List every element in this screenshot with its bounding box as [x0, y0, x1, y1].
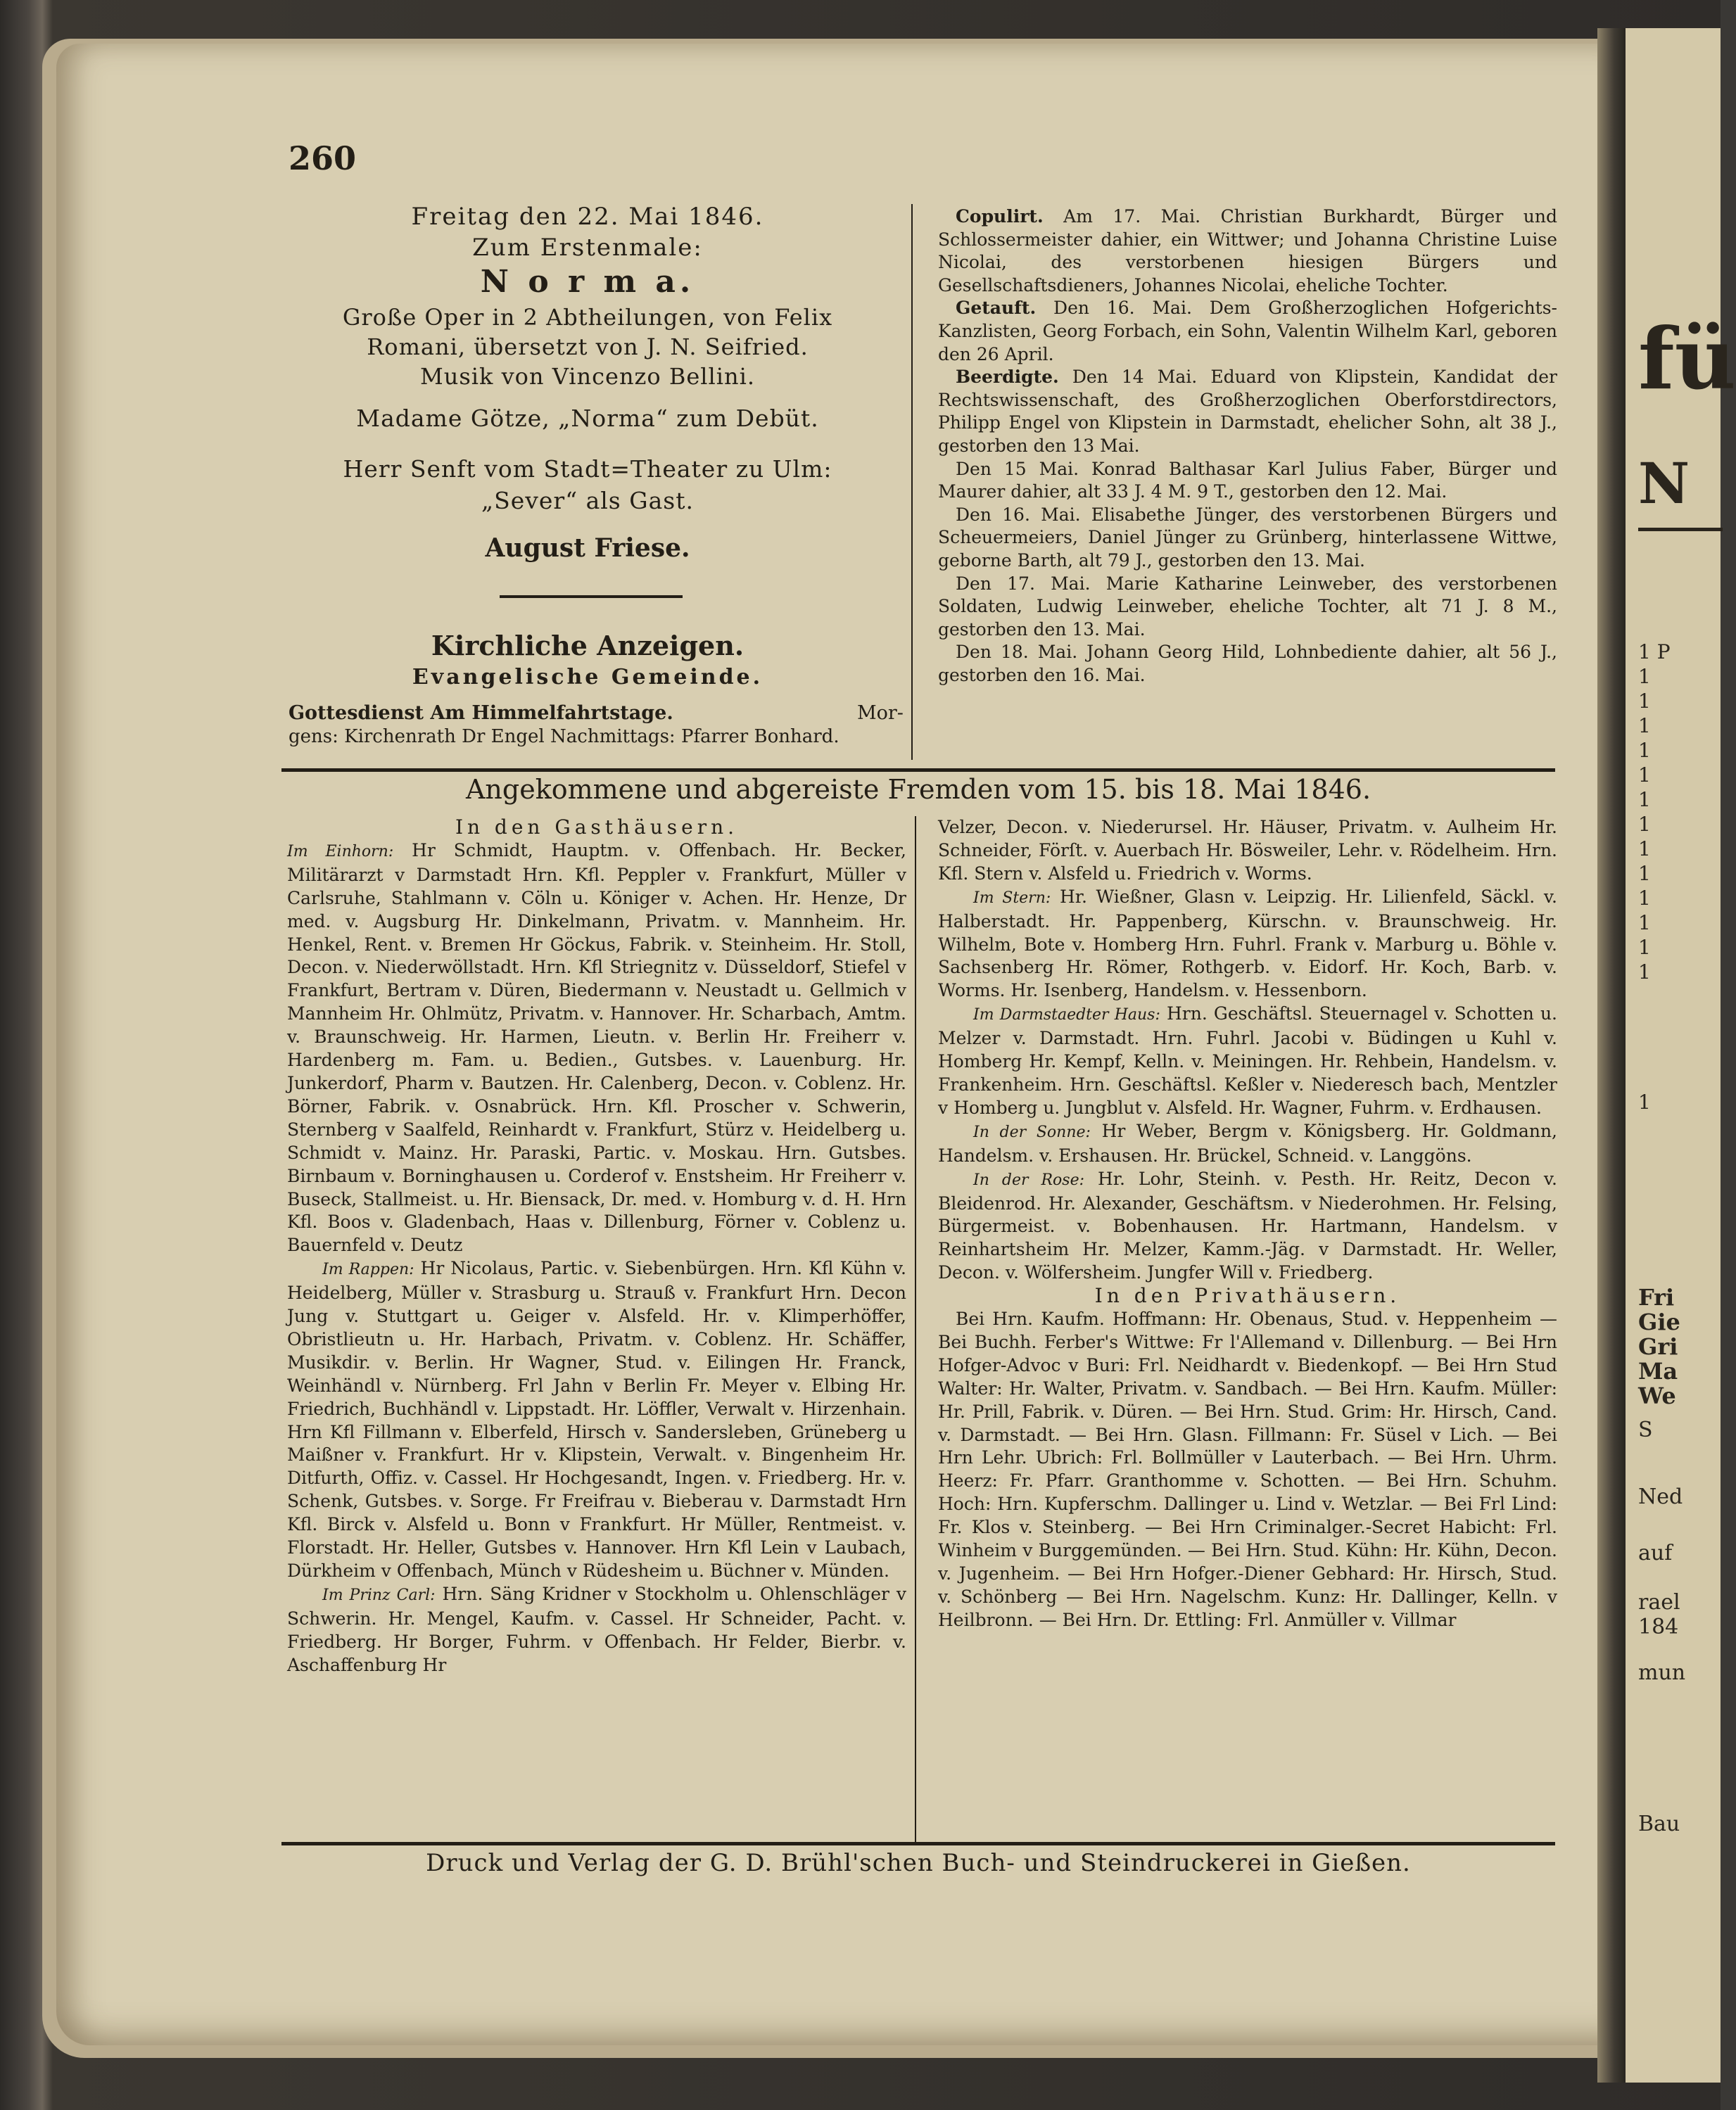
copulation-entry: [938, 205, 1557, 297]
private-houses-guests: Bei Hrn. Kaufm. Hoffmann: Hr. Obenaus, Stud. v. Heppenheim — Bei Buchh. Ferber's Wittwe: Fr l'Allemand v. Dillenburg. — Bei Hrn Hofger-Advoc v Buri: Frl. Neidhardt v. Biedenkopf. — Bei Hrn Stud Walter: Hr. Walter, Privatm. v. Sandbach. — Bei Hrn. Kaufm. Müller: Hr. Prill, Fabrik. v. Düren. — Bei Hrn. Stud. Grim: Hr. Hirsch, Cand. v. Darmstadt. — Bei Hrn. Glasn. Fillmann: Fr. Süsel v Lich. — Bei Hrn Lehr. Ubrich: Frl. Bollmüller v Lauterbach. — Bei Hrn. Uhrm. Heerz: Fr. Pfarr. Granthomme v. Schotten. — Bei Hrn. Schuhm. Hoch: Hrn. Kupferschm. Dallinger u. Lind v. Wetzlar. — Bei Frl Lind: Fr. Klos v. Steinberg. — Bei Hrn Criminalger.-Secret Habicht: Frl. Winheim v Burggemünden. — Bei Hrn. Stud. Kühn: Hr. Kühn, Decon. v. Jugenheim. — Bei Hrn Hofger.-Diener Gebhard: Hr. Hirsch, Stud. v. Schönberg — Bei Hrn. Nagelschm. Kunz: Hr. Dallinger, Kelln. v Heilbronn. — Bei Hrn. Dr. Ettling: Frl. Anmüller v. Villmar: [938, 1309, 1557, 1630]
facing-digit: 1: [1638, 763, 1651, 787]
arrivals-heading: Angekommene und abgereiste Fremden vom 15. bis 18. Mai 1846.: [465, 774, 1371, 805]
facing-bottom-line: mun: [1638, 1660, 1686, 1685]
inn-guests: Hrn. Geschäftsl. Steuernagel v. Schotten u. Melzer v. Darmstadt. Hrn. Fuhrl. Jacobi v. Büdingen u Kuhl v. Homberg Hr. Kempf, Kelln. v. Meiningen. Hr. Rehbein, Handelsm. v. Frankenheim. Hrn. Geschäftsl. Keßler v. Niederesch bach, Mentzler v Homberg u. Jungblut v. Alsfeld. Hr. Wagner, Fuhrm. v. Erdhausen.: [938, 1003, 1557, 1118]
inns-heading: In den Gasthäusern.: [455, 815, 739, 839]
inn-label: Im Darmstaedter Haus:: [973, 1006, 1160, 1024]
burial-entry: [938, 504, 1557, 573]
inn-label: Im Rappen:: [322, 1261, 414, 1279]
facing-bottom-line: Ned: [1638, 1485, 1683, 1509]
imprint-footer: Druck und Verlag der G. D. Brühl'schen Buch- und Steindruckerei in Gießen.: [426, 1849, 1411, 1877]
facing-bottom-line: 184: [1638, 1615, 1679, 1639]
facing-digit: 1: [1638, 936, 1651, 959]
burial-text: Den 16. Mai. Elisabethe Jünger, des verstorbenen Bürgers und Scheuermeiers, Daniel Jünger zu Grünberg, hinterlassene Wittwe, geborne Barth, alt 79 J., gestorben den 13. Mai.: [938, 504, 1557, 571]
facing-rule: [1638, 528, 1723, 531]
facing-bottom-line: S: [1638, 1418, 1653, 1442]
facing-digit: 1 P: [1638, 640, 1671, 663]
service-line2: gens: Kirchenrath Dr Engel Nachmittags: Pfarrer Bonhard.: [289, 726, 840, 747]
inn-guests: Hr Weber, Bergm v. Königsberg. Hr. Goldmann, Handelsm. v. Ershausen. Hr. Brückel, Schneid. v. Langgöns.: [938, 1120, 1557, 1166]
inn-entry: [287, 839, 906, 1257]
facing-bottom-line: Bau: [1638, 1812, 1680, 1836]
facing-subtitle-fragment: N: [1638, 450, 1690, 516]
inn-entry: [938, 886, 1557, 1003]
burial-text: Den 15 Mai. Konrad Balthasar Karl Julius Faber, Bürger und Maurer dahier, alt 33 J. 4 M. 9 T., gestorben den 12. Mai.: [938, 458, 1557, 502]
inn-guests: Velzer, Decon. v. Niederursel. Hr. Häuser, Privatm. v. Aulheim Hr. Schneider, Förſt. v. Auerbach Hr. Bösweiler, Lehr. v. Rödelheim. Hrn. Kfl. Stern v. Alsfeld u. Friedrich v. Worms.: [938, 817, 1557, 884]
debut-notice: Madame Götze, „Norma“ zum Debüt.: [356, 405, 819, 432]
facing-digit: 1: [1638, 813, 1651, 836]
inn-label: Im Prinz Carl:: [322, 1586, 436, 1604]
page-number: 260: [289, 139, 357, 177]
facing-digit: 1: [1638, 1091, 1651, 1114]
opera-title: N o r m a.: [480, 264, 695, 300]
arrivals-rule-top: [281, 768, 1555, 772]
private-houses-entry: [938, 1308, 1557, 1632]
facing-digit: 1: [1638, 837, 1651, 860]
theatre-first-time: Zum Erstenmale:: [472, 234, 703, 262]
inn-entry: [938, 1168, 1557, 1285]
inn-entry: [287, 1583, 906, 1677]
footer-rule: [281, 1842, 1555, 1845]
column-divider-bottom: [915, 816, 916, 1843]
inn-guests: Hr. Lohr, Steinh. v. Pesth. Hr. Reitz, Decon v. Bleidenrod. Hr. Alexander, Geschäftsm. v Niederohmen. Hr. Felsing, Bürgermeist. v. Bobenhausen. Hr. Hartmann, Handelsm. v Reinhartsheim Hr. Melzer, Kamm.-Jäg. v Darmstadt. Hr. Weller, Decon. v. Wölfersheim. Jungfer Will v. Friedberg.: [938, 1168, 1557, 1283]
theatre-date: Freitag den 22. Mai 1846.: [411, 203, 764, 231]
burial-entry: [938, 366, 1557, 457]
facing-block-line: Fri: [1638, 1284, 1675, 1311]
burial-label: Beerdigte.: [956, 367, 1059, 388]
facing-block-line: We: [1638, 1383, 1676, 1409]
copulation-label: Copulirt.: [956, 206, 1044, 227]
arrivals-column-left: [287, 816, 906, 1677]
opera-composer: Musik von Vincenzo Bellini.: [419, 363, 756, 390]
guest-notice-line1: Herr Senft vom Stadt=Theater zu Ulm:: [343, 455, 832, 483]
baptism-label: Getauft.: [956, 298, 1037, 319]
inn-label: In der Sonne:: [973, 1123, 1091, 1141]
facing-block-line: Ma: [1638, 1358, 1678, 1385]
theatre-director: August Friese.: [485, 533, 690, 563]
baptism-text: Den 16. Mai. Dem Großherzoglichen Hofgerichts-Kanzlisten, Georg Forbach, ein Sohn, Valentin Wilhelm Karl, geboren den 26 April.: [938, 298, 1557, 364]
burial-text: Den 17. Mai. Marie Katharine Leinweber, des verstorbenen Soldaten, Ludwig Leinweber, eheliche Tochter, alt 71 J. 8 M., gestorben den 13. Mai.: [938, 573, 1557, 640]
opera-description-line1: Große Oper in 2 Abtheilungen, von Felix: [342, 304, 833, 331]
facing-digit: 1: [1638, 788, 1651, 811]
copulation-text: Am 17. Mai. Christian Burkhardt, Bürger und Schlossermeister dahier, ein Wittwer; und Johanna Christine Luise Nicolai, des verstorbenen hiesigen Bürgers und Gesellschaftsdieners, Johannes Nicolai, eheliche Tochter.: [938, 206, 1557, 295]
service-label: Gottesdienst Am Himmelfahrtstage.: [289, 702, 673, 724]
burial-entry: [938, 458, 1557, 504]
inn-continued: [938, 816, 1557, 886]
inn-guests: Hr. Wießner, Glasn v. Leipzig. Hr. Lilienfeld, Säckl. v. Halberstadt. Hr. Pappenberg, Kürschn. v. Braunschweig. Hr. Wilhelm, Bote v. Homberg Hrn. Fuhrl. Frank v. Marburg u. Böhle v. Sachsenberg Hr. Römer, Rothgerb. v. Eidorf. Hr. Koch, Barb. v. Worms. Hr. Isenberg, Handelsm. v. Hessenborn.: [938, 886, 1557, 1001]
church-subheading: Evangelische Gemeinde.: [412, 665, 764, 689]
inn-entry: [938, 1003, 1557, 1120]
column-divider-top: [911, 204, 913, 760]
facing-block-line: Gie: [1638, 1309, 1680, 1335]
inn-entry: [938, 1120, 1557, 1168]
facing-block-line: Gri: [1638, 1333, 1678, 1360]
inn-label: Im Einhorn:: [287, 842, 394, 860]
facing-digit: 1: [1638, 886, 1651, 910]
facing-digit: 1: [1638, 665, 1651, 688]
section-divider: [500, 595, 683, 598]
service-line1-end: Mor-: [857, 702, 904, 724]
opera-description-line2: Romani, übersetzt von J. N. Seifried.: [367, 333, 809, 360]
burial-text: Den 14 Mai. Eduard von Klipstein, Kandidat der Rechtswissenschaft, des Großherzoglichen Oberforstdirectors, Philipp Engel von Klipstein in Darmstadt, ehelicher Sohn, alt 38 J., gestorben den 13 Mai.: [938, 367, 1557, 456]
facing-bottom-line: rael: [1638, 1590, 1680, 1615]
inn-guests: Hrn. Säng Kridner v Stockholm u. Ohlenschläger v Schwerin. Hr. Mengel, Kaufm. v. Cassel. Hr Schneider, Pacht. v. Friedberg. Hr Borger, Fuhrm. v Offenbach. Hr Felder, Bierbr. v. Aschaffenburg Hr: [287, 1583, 906, 1675]
inn-label: Im Stern:: [973, 889, 1051, 907]
baptism-entry: [938, 297, 1557, 366]
facing-page-fragment: [1626, 28, 1736, 2083]
facing-digit: 1: [1638, 911, 1651, 934]
inn-entry: [287, 1257, 906, 1583]
facing-digit: 1: [1638, 714, 1651, 737]
private-houses-heading: In den Privathäusern.: [1094, 1284, 1401, 1308]
arrivals-column-right: [938, 816, 1557, 1632]
facing-digit: 1: [1638, 739, 1651, 762]
burial-text: Den 18. Mai. Johann Georg Hild, Lohnbediente dahier, alt 56 J., gestorben den 16. Mai.: [938, 642, 1557, 685]
facing-bottom-line: auf: [1638, 1541, 1673, 1565]
church-heading: Kirchliche Anzeigen.: [431, 630, 745, 661]
book-gutter: [1597, 28, 1626, 2083]
inn-guests: Hr Nicolaus, Partic. v. Siebenbürgen. Hrn. Kfl Kühn v. Heidelberg, Müller v. Strasburg u. Strauß v. Frankfurt Hrn. Decon Jung v. Stuttgart u. Geiger v. Alsfeld. Hr. v. Klimperhöffer, Obristlieutn u. Hr. Harbach, Privatm. v. Coblenz. Hr. Schäffer, Musikdir. v. Berlin. Hr Wagner, Stud. v. Eilingen Hr. Franck, Weinhändl v. Nürnberg. Frl Jahn v Berlin Fr. Meyer v. Elbing Hr. Friedrich, Buchhändl v. Lippstadt. Hr. Löffler, Verwalt v. Hirzenhain. Hrn Kfl Fillmann v. Elberfeld, Hirsch v. Sandersleben, Grüneberg u Maißner v. Frankfurt. Hr v. Klipstein, Verwalt. v. Bingenheim Hr. Ditfurth, Offiz. v. Cassel. Hr Hochgesandt, Ingen. v. Friedberg. Hr. v. Schenk, Gutsbes. v. Sorge. Fr Freifrau v. Bieberau v. Darmstadt Hrn Kfl. Birck v. Alsfeld u. Bonn v Frankfurt. Hr Müller, Rentmeist. v. Florstadt. Hr. Heller, Gutsbes v. Hannover. Hrn Kfl Lein v Laubach, Dürkheim v Offenbach, Münch v Rüdesheim u. Büchner v. Münden.: [287, 1258, 906, 1581]
guest-notice-line2: „Sever“ als Gast.: [481, 487, 694, 514]
inn-label: In der Rose:: [973, 1171, 1085, 1189]
facing-digit: 1: [1638, 689, 1651, 713]
inn-guests: Hr Schmidt, Hauptm. v. Offenbach. Hr. Becker, Militärarzt v Darmstadt Hrn. Kfl. Peppler v. Frankfurt, Müller v Carlsruhe, Stahlmann v. Cöln u. Königer v. Achen. Hr. Henze, Dr med. v. Augsburg Hr. Dinkelmann, Privatm. v. Mannheim. Hr. Henkel, Rent. v. Bremen Hr Göckus, Fabrik. v. Steinheim. Hr. Stoll, Decon. v. Niederwöllstadt. Hrn. Kfl Striegnitz v. Düsseldorf, Stiefel v Frankfurt, Bertram v. Düren, Biedermann v. Neustadt u. Gellmich v Mannheim Hr. Ohlmütz, Privatm. v. Hannover. Hr. Scharbach, Amtm. v. Braunschweig. Hr. Harmen, Lieutn. v. Berlin Hr. Freiherr v. Hardenberg m. Fam. u. Bedien., Gutsbes. v. Lauenburg. Hr. Junkerdorf, Pharm v. Bautzen. Hr. Calenberg, Decon. v. Coblenz. Hr. Börner, Fabrik. v. Osnabrück. Hrn. Kfl. Proscher v. Schwerin, Sternberg v Saalfeld, Reinhardt v. Frankfurt, Stürz v. Heidelberg u. Schmidt v. Mainz. Hr. Paraski, Partic. v. Moskau. Hrn. Gutsbes. Birnbaum v. Borninghausen u. Corderof v. Enstsheim. Hr Freiherr v. Buseck, Stallmeist. u. Hr. Biensack, Dr. med. v. Homburg v. d. H. Hrn Kfl. Boos v. Gladenbach, Haas v. Dillenburg, Förner v. Coblenz u. Bauernfeld v. Deutz: [287, 839, 906, 1256]
facing-title-fragment: fü: [1638, 310, 1736, 409]
burial-entry: [938, 641, 1557, 687]
facing-digit: 1: [1638, 960, 1651, 984]
facing-digit: 1: [1638, 862, 1651, 885]
parish-register: [938, 205, 1557, 687]
burial-entry: [938, 573, 1557, 642]
